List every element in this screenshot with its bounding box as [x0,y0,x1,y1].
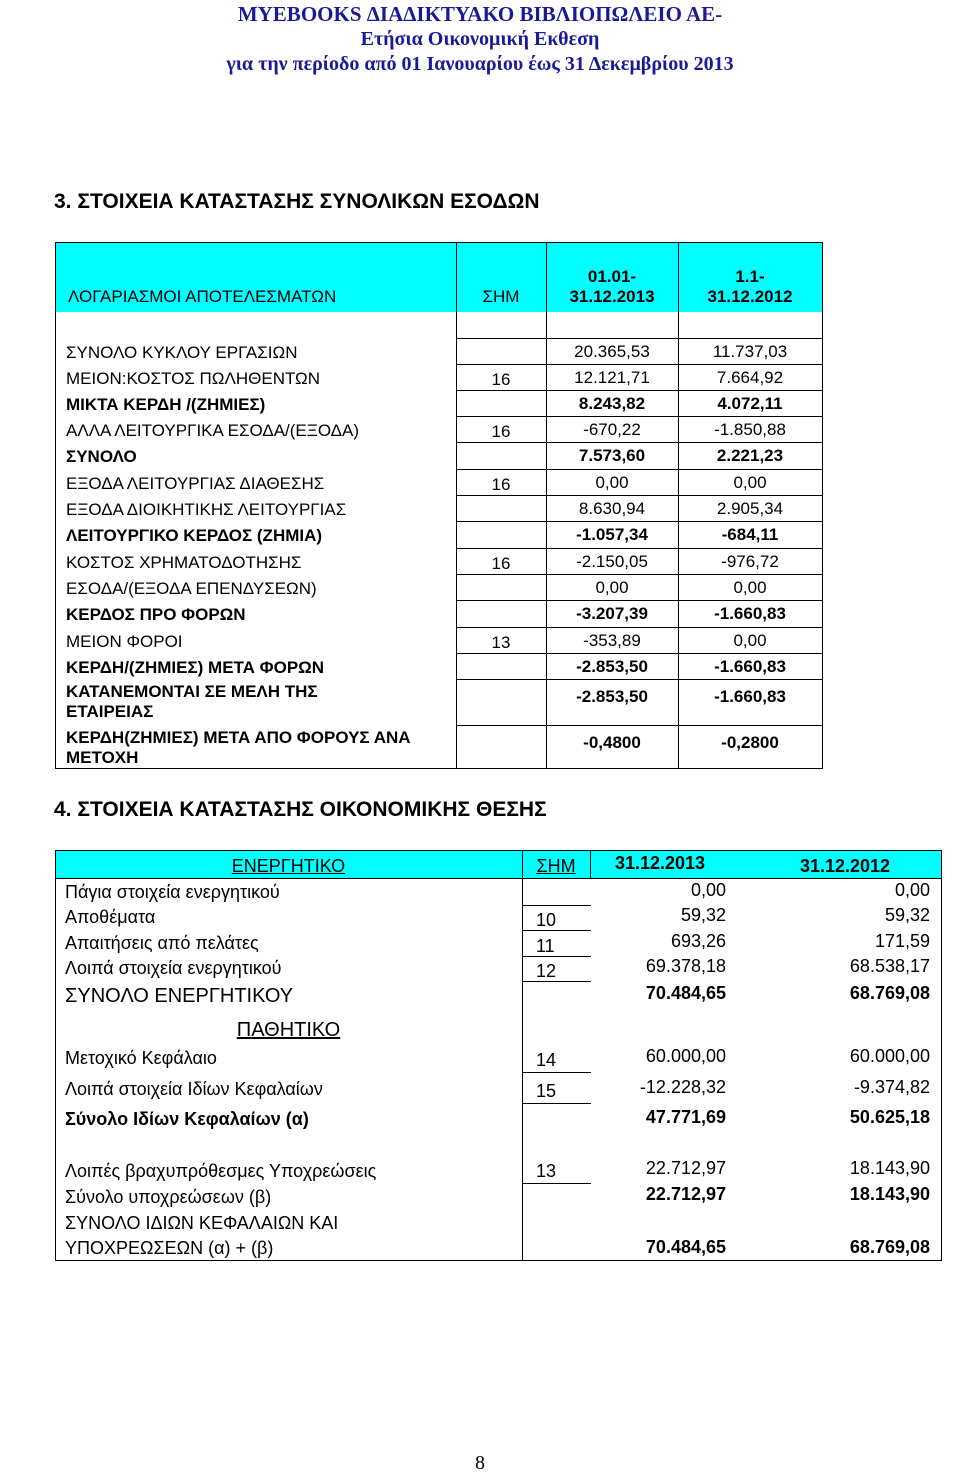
income-row-value-2012: 2.221,23 [716,446,784,465]
asset-row-value-2012: 0,00 [894,880,930,900]
header-company: MYEBOOKS ΔΙΑΔΙΚΤΥΑΚΟ ΒΙΒΛΙΟΠΩΛΕΙΟ ΑΕ- [237,2,723,26]
income-row-value-2012: -684,11 [721,525,779,544]
asset-row-note: 10 [536,910,557,930]
income-row-value-2013: 0,00 [595,578,629,597]
grand-total-label-line2: ΥΠΟΧΡΕΩΣΕΩΝ (α) + (β) [65,1238,274,1258]
income-row-value-2013: -2.150,05 [576,552,648,571]
income-row-value-2013: 8.630,94 [578,499,646,518]
income-row-value-2013: 12.121,71 [574,368,650,387]
liabilities-header: ΠΑΘΗΤΙΚΟ [236,1019,341,1041]
income-row-label: ΚΕΡΔΗ/(ΖΗΜΙΕΣ) ΜΕΤΑ ΦΟΡΩΝ [66,658,325,677]
liabilities-total-label: Σύνολο υποχρεώσεων (β) [65,1187,272,1207]
income-row-label: ΚΕΡΔΗ(ΖΗΜΙΕΣ) ΜΕΤΑ ΑΠΟ ΦΟΡΟΥΣ ΑΝΑ ΜΕΤΟΧΗ [66,728,411,767]
income-row-note: 16 [491,370,511,389]
short-term-liabilities-value-2012: 18.143,90 [849,1158,930,1178]
income-row-value-2012: 11.737,03 [712,342,788,361]
income-row-value-2012: -1.850,88 [714,420,786,439]
income-row-value-2012: -1.660,83 [714,657,786,676]
liabilities-total-value-2012: 18.143,90 [849,1184,930,1204]
income-row-value-2013: -353,89 [583,631,641,650]
income-row-value-2012: 0,00 [733,473,767,492]
income-row-value-2013: -2.853,50 [576,687,648,706]
grand-total-value-2012: 68.769,08 [849,1237,930,1257]
equity-total-value-2012: 50.625,18 [849,1107,930,1127]
liabilities-total-value-2013: 22.712,97 [645,1184,726,1204]
asset-row-value-2013: 693,26 [670,931,726,951]
section3-title: 3. ΣΤΟΙΧΕΙΑ ΚΑΤΑΣΤΑΣΗΣ ΣΥΝΟΛΙΚΩΝ ΕΣΟΔΩΝ [54,190,540,213]
income-row-value-2012: -1.660,83 [714,687,786,706]
income-row-label: ΣΥΝΟΛΟ [66,447,137,466]
header-period: για την περίοδο από 01 Ιανουαρίου έως 31 Δεκεμβρίου 2013 [226,53,734,75]
income-header-note: ΣΗΜ [482,287,520,306]
assets-header-label: ΕΝΕΡΓΗΤΙΚΟ [231,856,346,876]
income-header-label: ΛΟΓΑΡΙΑΣΜΟΙ ΑΠΟΤΕΛΕΣΜΑΤΩΝ [68,287,337,306]
income-row-note: 16 [491,475,511,494]
income-row-value-2012: 2.905,34 [716,499,784,518]
income-row-value-2012: 7.664,92 [716,368,784,387]
page-number: 8 [475,1452,485,1474]
income-row-label: ΕΞΟΔΑ ΛΕΙΤΟΥΡΓΙΑΣ ΔΙΑΘΕΣΗΣ [66,474,325,493]
income-row-value-2013: -2.853,50 [576,657,648,676]
income-row-value-2013: -3.207,39 [576,604,648,623]
income-row-value-2013: 7.573,60 [578,446,646,465]
income-row-value-2012: 0,00 [733,631,767,650]
section4-title: 4. ΣΤΟΙΧΕΙΑ ΚΑΤΑΣΤΑΣΗΣ ΟΙΚΟΝΟΜΙΚΗΣ ΘΕΣΗΣ [54,798,547,821]
income-row-note: 16 [491,422,511,441]
asset-row-value-2012: 171,59 [874,931,930,951]
equity-total-label: Σύνολο Ιδίων Κεφαλαίων (α) [65,1109,309,1129]
equity-row-label: Μετοχικό Κεφάλαιο [65,1048,217,1068]
income-row-value-2013: -1.057,34 [576,525,648,544]
equity-row-value-2013: -12.228,32 [639,1077,726,1097]
asset-row-label: Απαιτήσεις από πελάτες [65,933,259,953]
income-row-label: ΕΣΟΔΑ/(ΕΞΟΔΑ ΕΠΕΝΔΥΣΕΩΝ) [66,579,317,598]
equity-row-note: 14 [536,1050,557,1070]
assets-total-value-2012: 68.769,08 [849,983,930,1003]
asset-row-label: Αποθέματα [65,907,156,927]
income-row-value-2012: 4.072,11 [717,394,783,413]
asset-row-value-2013: 69.378,18 [645,956,726,976]
income-row-label: ΑΛΛΑ ΛΕΙΤΟΥΡΓΙΚΑ ΕΣΟΔΑ/(ΕΞΟΔΑ) [66,421,360,440]
assets-total-value-2013: 70.484,65 [645,983,726,1003]
assets-header-2012: 31.12.2012 [799,856,891,876]
asset-row-note: 12 [536,961,557,981]
income-row-value-2012: -1.660,83 [714,604,786,623]
income-header-2013-line1: 01.01- [587,267,637,286]
income-row-value-2013: -0,4800 [583,733,641,752]
short-term-liabilities-label: Λοιπές βραχυπρόθεσμες Υποχρεώσεις [65,1161,377,1181]
equity-row-value-2013: 60.000,00 [645,1046,726,1066]
income-row-label: ΚΟΣΤΟΣ ΧΡΗΜΑΤΟΔΟΤΗΣΗΣ [66,553,302,572]
income-row-value-2013: 0,00 [595,473,629,492]
income-row-value-2012: 0,00 [733,578,767,597]
equity-total-value-2013: 47.771,69 [645,1107,726,1127]
asset-row-label: Λοιπά στοιχεία ενεργητικού [65,958,282,978]
income-header-2012-line1: 1.1- [735,267,765,286]
assets-header-note: ΣΗΜ [536,856,576,876]
asset-row-value-2013: 0,00 [690,880,726,900]
income-row-value-2013: 8.243,82 [578,394,646,413]
equity-row-value-2012: 60.000,00 [849,1046,930,1066]
income-row-value-2012: -976,72 [721,552,779,571]
short-term-liabilities-note: 13 [536,1161,557,1181]
income-row-note: 13 [491,633,511,652]
grand-total-label-line1: ΣΥΝΟΛΟ ΙΔΙΩΝ ΚΕΦΑΛΑΙΩΝ ΚΑΙ [65,1213,339,1233]
income-row-label: ΛΕΙΤΟΥΡΓΙΚΟ ΚΕΡΔΟΣ (ΖΗΜΙΑ) [66,526,323,545]
income-row-value-2013: -670,22 [583,420,641,439]
assets-total-label: ΣΥΝΟΛΟ ΕΝΕΡΓΗΤΙΚΟΥ [65,985,294,1007]
income-row-label: ΕΞΟΔΑ ΔΙΟΙΚΗΤΙΚΗΣ ΛΕΙΤΟΥΡΓΙΑΣ [66,500,347,519]
asset-row-note: 11 [536,936,555,956]
income-row-label: ΣΥΝΟΛΟ ΚΥΚΛΟΥ ΕΡΓΑΣΙΩΝ [66,343,298,362]
assets-header-2013: 31.12.2013 [614,853,706,873]
income-row-label: ΚΑΤΑΝΕΜΟΝΤΑΙ ΣΕ ΜΕΛΗ ΤΗΣ ΕΤΑΙΡΕΙΑΣ [66,682,318,721]
asset-row-label: Πάγια στοιχεία ενεργητικού [65,882,280,902]
header-report-title: Ετήσια Οικονομική Εκθεση [360,28,600,50]
income-row-value-2013: 20.365,53 [574,342,650,361]
grand-total-value-2013: 70.484,65 [645,1237,726,1257]
income-header-2012-line2: 31.12.2012 [707,287,793,306]
asset-row-value-2012: 59,32 [884,905,930,925]
income-row-label: ΜΕΙΟΝ:ΚΟΣΤΟΣ ΠΩΛΗΘΕΝΤΩΝ [66,369,321,388]
income-row-label: ΚΕΡΔΟΣ ΠΡΟ ΦΟΡΩΝ [66,605,246,624]
equity-row-value-2012: -9.374,82 [853,1077,930,1097]
income-row-value-2012: -0,2800 [721,733,779,752]
income-header-2013-line2: 31.12.2013 [569,287,655,306]
income-row-label: ΜΙΚΤΑ ΚΕΡΔΗ /(ΖΗΜΙΕΣ) [66,395,266,414]
income-row-label: ΜΕΙΟΝ ΦΟΡΟΙ [66,632,183,651]
asset-row-value-2012: 68.538,17 [849,956,930,976]
equity-row-note: 15 [536,1081,557,1101]
equity-row-label: Λοιπά στοιχεία Ιδίων Κεφαλαίων [65,1079,323,1099]
income-row-note: 16 [491,554,511,573]
short-term-liabilities-value-2013: 22.712,97 [645,1158,726,1178]
asset-row-value-2013: 59,32 [680,905,726,925]
